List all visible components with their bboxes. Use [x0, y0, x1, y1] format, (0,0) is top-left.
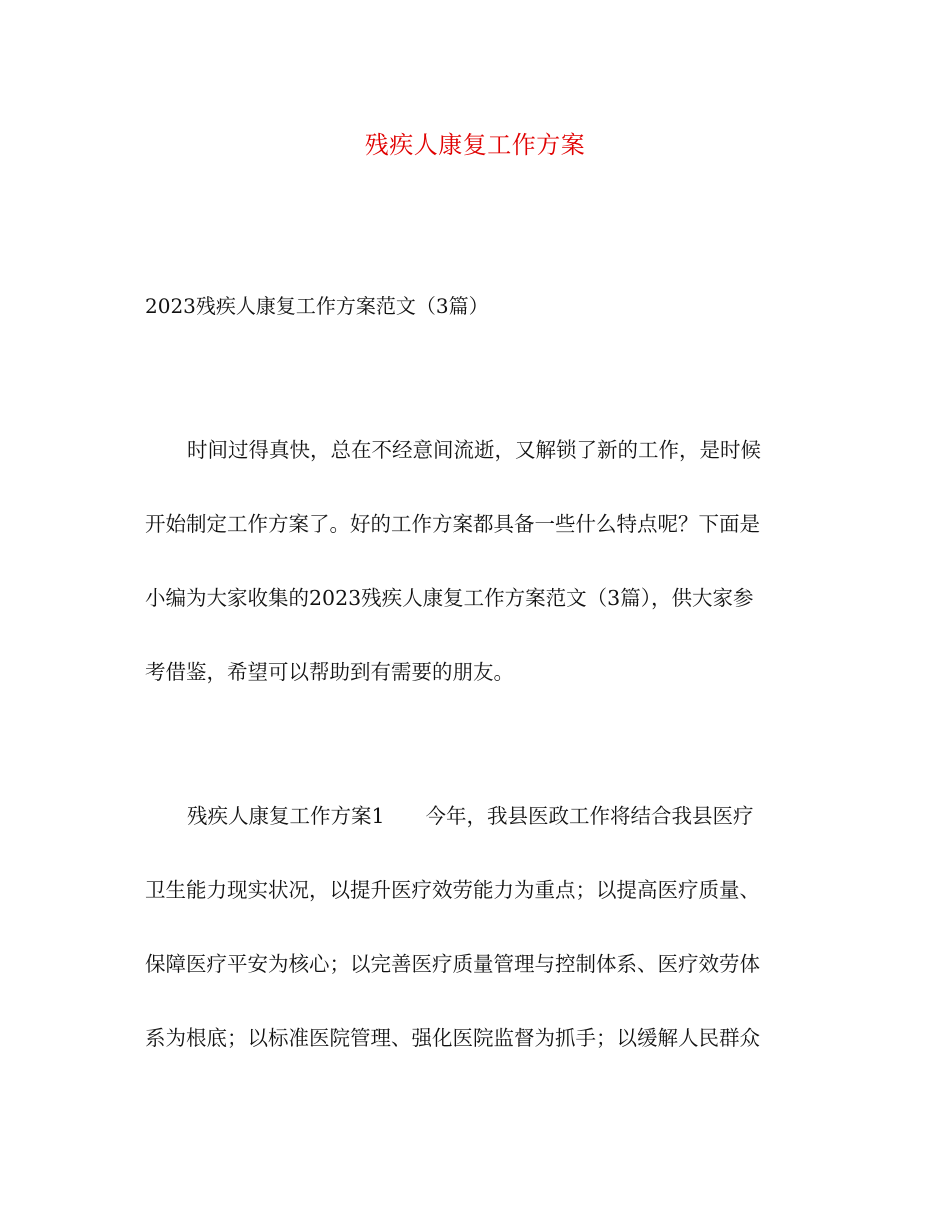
intro-line: 开始制定工作方案了。好的工作方案都具备一些什么特点呢？下面是: [145, 512, 760, 536]
document-title: 残疾人康复工作方案: [364, 131, 586, 159]
document-subtitle: 2023残疾人康复工作方案范文（3篇）: [145, 294, 489, 318]
section-line: 残疾人康复工作方案1 今年，我县医政工作将结合我县医疗: [187, 804, 754, 828]
intro-line: 考借鉴，希望可以帮助到有需要的朋友。: [145, 660, 514, 684]
section-line: 卫生能力现实状况，以提升医疗效劳能力为重点；以提高医疗质量、: [145, 878, 760, 902]
section-line: 保障医疗平安为核心；以完善医疗质量管理与控制体系、医疗效劳体: [145, 952, 760, 976]
section-line: 系为根底；以标准医院管理、强化医院监督为抓手；以缓解人民群众: [145, 1026, 760, 1050]
intro-line: 小编为大家收集的2023残疾人康复工作方案范文（3篇），供大家参: [145, 586, 754, 610]
intro-line: 时间过得真快，总在不经意间流逝，又解锁了新的工作，是时候: [187, 438, 761, 462]
